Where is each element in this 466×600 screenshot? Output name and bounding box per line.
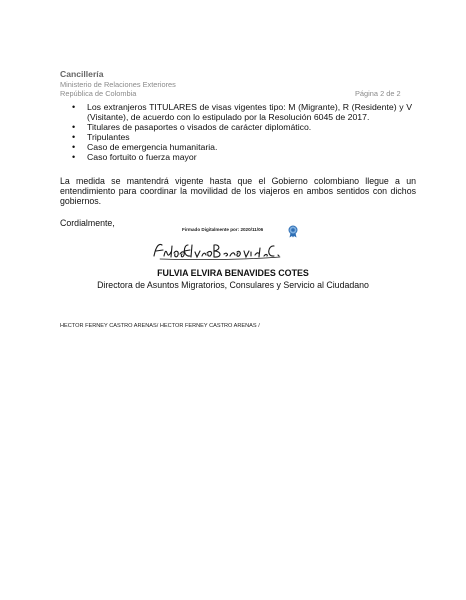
list-item-text: Tripulantes (87, 131, 130, 142)
list-item (72, 103, 412, 122)
bullet-icon: • (72, 151, 76, 162)
bullet-icon: • (72, 141, 76, 152)
handwritten-signature (150, 236, 292, 262)
closing-greeting: Cordialmente, (60, 218, 115, 228)
country-name: República de Colombia (60, 89, 137, 98)
bullet-icon: • (72, 131, 76, 142)
signatory-title: Directora de Asuntos Migratorios, Consulares y Servicio al Ciudadano (97, 280, 369, 290)
list-item-text: Titulares de pasaportes o visados de carácter diplomático. (87, 121, 312, 132)
list-item (72, 153, 412, 163)
page-number: Página 2 de 2 (355, 89, 401, 98)
list-item-text: Los extranjeros TITULARES de visas vigentes tipo: M (Migrante), R (Residente) y V (Visitante), de acuerdo con lo estipulado por la Resolución 6045 de 2017. (87, 102, 412, 122)
list-item-text: Caso fortuito o fuerza mayor (87, 151, 197, 162)
signatory-name: FULVIA ELVIRA BENAVIDES COTES (157, 268, 309, 278)
digital-signature-stamp: Firmado Digitalmente por: 2020/11/06 (182, 227, 264, 232)
letterhead (60, 70, 176, 99)
exception-list (72, 103, 412, 163)
body-paragraph: La medida se mantendrá vigente hasta que el Gobierno colombiano llegue a un entendimiento para coordinar la movilidad de los viajeros en ambos sentidos con dichos gobiernos. (60, 176, 416, 207)
org-name: Cancillería (60, 69, 104, 79)
bullet-icon: • (72, 102, 76, 112)
footer-initials: HECTOR FERNEY CASTRO ARENAS/ HECTOR FERNEY CASTRO ARENAS / (60, 323, 260, 329)
ministry-name: Ministerio de Relaciones Exteriores (60, 79, 176, 89)
bullet-icon: • (72, 121, 76, 132)
list-item-text: Caso de emergencia humanitaria. (87, 141, 218, 152)
